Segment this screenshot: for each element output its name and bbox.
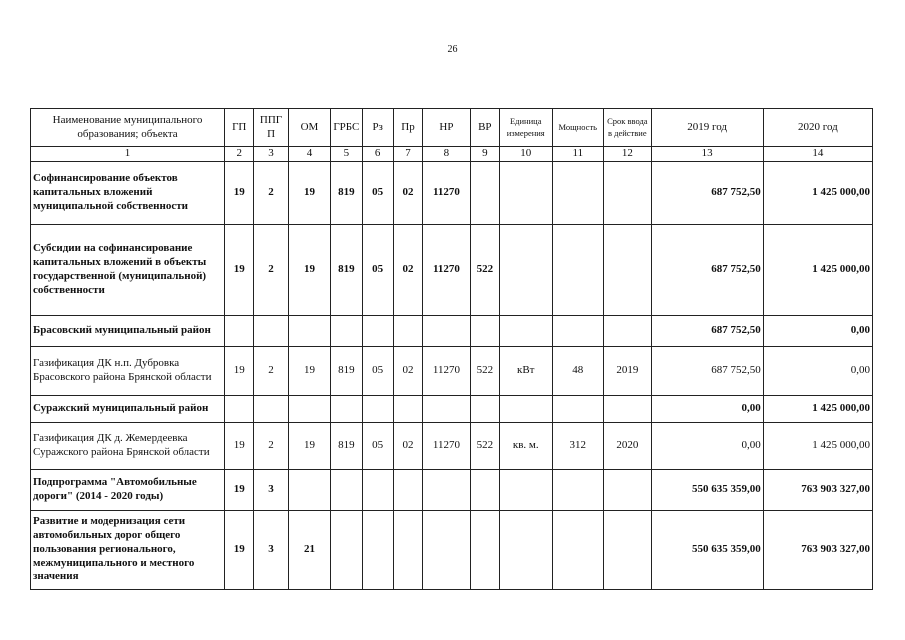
cell-om — [288, 469, 330, 510]
cell-grbs — [331, 510, 362, 589]
column-number: 14 — [763, 147, 872, 162]
cell-power — [552, 224, 604, 315]
cell-rz — [362, 315, 393, 346]
column-header: Пр — [393, 109, 422, 147]
cell-term — [604, 224, 652, 315]
cell-y2020: 0,00 — [763, 315, 872, 346]
column-header: Срок ввода в действие — [604, 109, 652, 147]
column-number: 2 — [225, 147, 254, 162]
cell-gp: 19 — [225, 161, 254, 224]
cell-y2019: 550 635 359,00 — [651, 469, 763, 510]
cell-gp: 19 — [225, 510, 254, 589]
cell-nr: 11270 — [423, 422, 471, 469]
column-header: НР — [423, 109, 471, 147]
cell-unit — [499, 469, 552, 510]
cell-vr — [470, 510, 499, 589]
cell-unit: кв. м. — [499, 422, 552, 469]
cell-y2019: 0,00 — [651, 422, 763, 469]
cell-y2019: 687 752,50 — [651, 161, 763, 224]
cell-om — [288, 315, 330, 346]
column-number: 1 — [31, 147, 225, 162]
column-header: Мощность — [552, 109, 604, 147]
cell-unit — [499, 315, 552, 346]
column-header: Рз — [362, 109, 393, 147]
page-number: 26 — [447, 44, 458, 55]
cell-power: 48 — [552, 346, 604, 395]
cell-name: Подпрограмма "Автомобильные дороги" (2014 - 2020 годы) — [31, 469, 225, 510]
cell-power — [552, 161, 604, 224]
cell-nr — [423, 315, 471, 346]
cell-y2020: 763 903 327,00 — [763, 510, 872, 589]
cell-nr — [423, 510, 471, 589]
cell-vr — [470, 161, 499, 224]
column-number: 5 — [331, 147, 362, 162]
cell-y2020: 763 903 327,00 — [763, 469, 872, 510]
cell-term — [604, 395, 652, 422]
cell-y2019: 687 752,50 — [651, 224, 763, 315]
cell-pr — [393, 315, 422, 346]
cell-ppgp — [254, 395, 288, 422]
cell-vr — [470, 315, 499, 346]
cell-rz: 05 — [362, 346, 393, 395]
cell-term: 2019 — [604, 346, 652, 395]
column-header: ППГ П — [254, 109, 288, 147]
cell-pr — [393, 395, 422, 422]
column-header: 2019 год — [651, 109, 763, 147]
cell-unit — [499, 510, 552, 589]
cell-om: 19 — [288, 224, 330, 315]
cell-name: Субсидии на софинансирование капитальных вложений в объекты государственной (муниципальной) собственности — [31, 224, 225, 315]
column-number: 11 — [552, 147, 604, 162]
cell-power — [552, 395, 604, 422]
cell-ppgp: 2 — [254, 224, 288, 315]
column-number: 12 — [604, 147, 652, 162]
cell-gp: 19 — [225, 469, 254, 510]
cell-y2020: 1 425 000,00 — [763, 422, 872, 469]
cell-rz: 05 — [362, 422, 393, 469]
column-number: 8 — [423, 147, 471, 162]
cell-grbs: 819 — [331, 161, 362, 224]
cell-rz: 05 — [362, 224, 393, 315]
cell-nr: 11270 — [423, 224, 471, 315]
cell-pr: 02 — [393, 422, 422, 469]
cell-gp: 19 — [225, 224, 254, 315]
cell-ppgp: 3 — [254, 510, 288, 589]
column-header: Наименование муниципального образования; объекта — [31, 109, 225, 147]
column-header: ОМ — [288, 109, 330, 147]
cell-pr — [393, 510, 422, 589]
cell-pr: 02 — [393, 346, 422, 395]
table-row — [31, 346, 873, 395]
cell-y2020: 1 425 000,00 — [763, 395, 872, 422]
cell-y2020: 1 425 000,00 — [763, 161, 872, 224]
cell-term — [604, 510, 652, 589]
cell-vr: 522 — [470, 422, 499, 469]
cell-ppgp: 2 — [254, 422, 288, 469]
cell-grbs — [331, 469, 362, 510]
cell-rz — [362, 395, 393, 422]
cell-ppgp: 2 — [254, 161, 288, 224]
cell-y2019: 687 752,50 — [651, 315, 763, 346]
cell-name: Брасовский муниципальный район — [31, 315, 225, 346]
cell-name: Газификация ДК д. Жемердеевка Суражского района Брянской области — [31, 422, 225, 469]
column-number: 7 — [393, 147, 422, 162]
column-number-row — [31, 147, 873, 162]
cell-unit: кВт — [499, 346, 552, 395]
column-header: 2020 год — [763, 109, 872, 147]
budget-table — [30, 108, 873, 590]
cell-name: Суражский муниципальный район — [31, 395, 225, 422]
cell-pr — [393, 469, 422, 510]
cell-ppgp: 2 — [254, 346, 288, 395]
cell-term — [604, 161, 652, 224]
cell-name: Газификация ДК н.п. Дубровка Брасовского района Брянской области — [31, 346, 225, 395]
cell-om: 19 — [288, 422, 330, 469]
cell-om — [288, 395, 330, 422]
cell-name: Развитие и модернизация сети автомобильных дорог общего пользования регионального, межмуниципального и местного значения — [31, 510, 225, 589]
column-header: ГП — [225, 109, 254, 147]
cell-grbs: 819 — [331, 346, 362, 395]
cell-gp: 19 — [225, 422, 254, 469]
cell-power — [552, 510, 604, 589]
cell-grbs — [331, 395, 362, 422]
table-row — [31, 395, 873, 422]
cell-power: 312 — [552, 422, 604, 469]
column-header: ГРБС — [331, 109, 362, 147]
cell-vr — [470, 469, 499, 510]
cell-grbs — [331, 315, 362, 346]
cell-vr: 522 — [470, 224, 499, 315]
cell-power — [552, 469, 604, 510]
column-number: 4 — [288, 147, 330, 162]
column-number: 3 — [254, 147, 288, 162]
cell-pr: 02 — [393, 161, 422, 224]
column-header: Единица измерения — [499, 109, 552, 147]
cell-rz — [362, 510, 393, 589]
cell-y2019: 0,00 — [651, 395, 763, 422]
cell-rz — [362, 469, 393, 510]
column-header: ВР — [470, 109, 499, 147]
cell-unit — [499, 224, 552, 315]
table-row — [31, 315, 873, 346]
cell-term — [604, 469, 652, 510]
table-row — [31, 161, 873, 224]
table-body — [31, 161, 873, 589]
cell-om: 19 — [288, 346, 330, 395]
cell-om: 19 — [288, 161, 330, 224]
table-row — [31, 422, 873, 469]
cell-gp — [225, 315, 254, 346]
cell-unit — [499, 161, 552, 224]
cell-y2019: 687 752,50 — [651, 346, 763, 395]
cell-nr — [423, 469, 471, 510]
cell-term — [604, 315, 652, 346]
cell-y2019: 550 635 359,00 — [651, 510, 763, 589]
table-row — [31, 510, 873, 589]
cell-power — [552, 315, 604, 346]
cell-y2020: 0,00 — [763, 346, 872, 395]
cell-om: 21 — [288, 510, 330, 589]
cell-nr — [423, 395, 471, 422]
cell-vr: 522 — [470, 346, 499, 395]
cell-nr: 11270 — [423, 161, 471, 224]
cell-pr: 02 — [393, 224, 422, 315]
cell-grbs: 819 — [331, 422, 362, 469]
cell-name: Софинансирование объектов капитальных вложений муниципальной собственности — [31, 161, 225, 224]
column-number: 13 — [651, 147, 763, 162]
cell-y2020: 1 425 000,00 — [763, 224, 872, 315]
cell-unit — [499, 395, 552, 422]
cell-rz: 05 — [362, 161, 393, 224]
cell-nr: 11270 — [423, 346, 471, 395]
table-row — [31, 224, 873, 315]
column-number: 10 — [499, 147, 552, 162]
cell-term: 2020 — [604, 422, 652, 469]
cell-grbs: 819 — [331, 224, 362, 315]
column-number: 9 — [470, 147, 499, 162]
column-number: 6 — [362, 147, 393, 162]
header-row — [31, 109, 873, 147]
table-row — [31, 469, 873, 510]
cell-gp: 19 — [225, 346, 254, 395]
cell-ppgp — [254, 315, 288, 346]
cell-ppgp: 3 — [254, 469, 288, 510]
cell-gp — [225, 395, 254, 422]
cell-vr — [470, 395, 499, 422]
